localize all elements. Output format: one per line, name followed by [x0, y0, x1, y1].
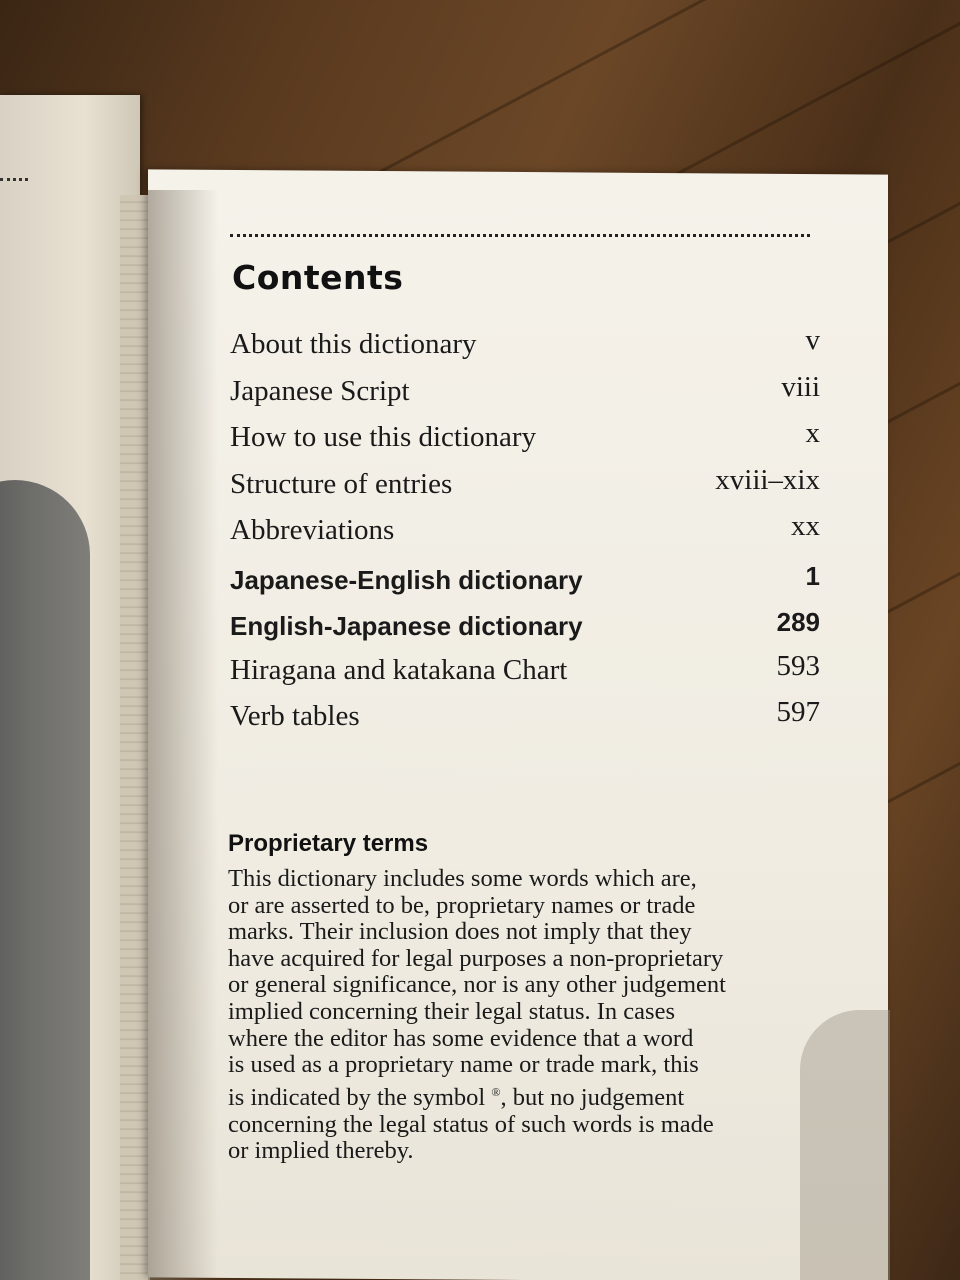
registered-symbol: ®: [491, 1084, 501, 1099]
paragraph-line: This dictionary includes some words which are,: [228, 865, 697, 892]
toc-entry-label: Verb tables: [230, 700, 360, 732]
toc-entry: [230, 649, 820, 701]
toc-entry-page: 593: [776, 649, 820, 682]
toc-entry-label: About this dictionary: [230, 328, 477, 360]
toc-entry-page: x: [805, 417, 820, 449]
contents-list: [230, 324, 820, 747]
toc-entry-label: Structure of entries: [230, 467, 453, 500]
paragraph-line: is used as a proprietary name or trade mark, this: [228, 1051, 699, 1079]
contents-heading: Contents: [232, 258, 404, 297]
paragraph-line: or general significance, nor is any other judgement: [228, 971, 726, 999]
toc-entry: [230, 696, 820, 747]
toc-entry-page: 1: [805, 560, 820, 591]
toc-entry-page: viii: [781, 370, 820, 403]
toc-entry-page: 597: [776, 696, 820, 728]
paragraph-line: or implied thereby.: [228, 1137, 414, 1165]
toc-entry: [230, 417, 820, 468]
paragraph-line: [228, 1079, 818, 1112]
toc-entry: [230, 463, 820, 515]
toc-entry-page: xx: [791, 510, 820, 542]
toc-entry-page: v: [805, 324, 820, 356]
gutter-shadow: [148, 190, 218, 1280]
toc-entry-page: xviii–xix: [715, 463, 820, 496]
thumb: [0, 480, 90, 1280]
toc-entry-label: Hiragana and katakana Chart: [230, 653, 568, 686]
toc-entry-label: Japanese-English dictionary: [230, 564, 583, 595]
paragraph-text: , but no judgement: [500, 1083, 685, 1111]
paragraph-line: concerning the legal status of such words is made: [228, 1110, 714, 1138]
proprietary-terms-paragraph: [228, 866, 818, 1165]
paragraph-text: is indicated by the symbol: [228, 1083, 486, 1111]
toc-entry: [230, 324, 820, 375]
proprietary-terms-heading: Proprietary terms: [228, 830, 429, 857]
toc-entry: [230, 561, 820, 608]
toc-entry-label: Abbreviations: [230, 514, 395, 546]
paragraph-line: implied concerning their legal status. In cases: [228, 997, 675, 1025]
paragraph-line: marks. Their inclusion does not imply that they: [228, 918, 692, 946]
dotted-rule: [230, 234, 810, 237]
toc-entry-label: English-Japanese dictionary: [230, 611, 583, 641]
page-stack-edge: [120, 195, 150, 1280]
toc-entry-label: How to use this dictionary: [230, 421, 537, 453]
left-page-dotted-rule: [0, 178, 28, 184]
toc-entry: [230, 370, 820, 422]
toc-entry: [230, 510, 820, 561]
paragraph-line: or are asserted to be, proprietary names or trade: [228, 891, 696, 919]
paragraph-line: where the editor has some evidence that a word: [228, 1024, 694, 1052]
toc-entry-page: 289: [776, 607, 820, 637]
toc-entry-label: Japanese Script: [230, 374, 410, 407]
paragraph-line: have acquired for legal purposes a non-proprietary: [228, 944, 724, 972]
toc-entry: [230, 607, 820, 654]
